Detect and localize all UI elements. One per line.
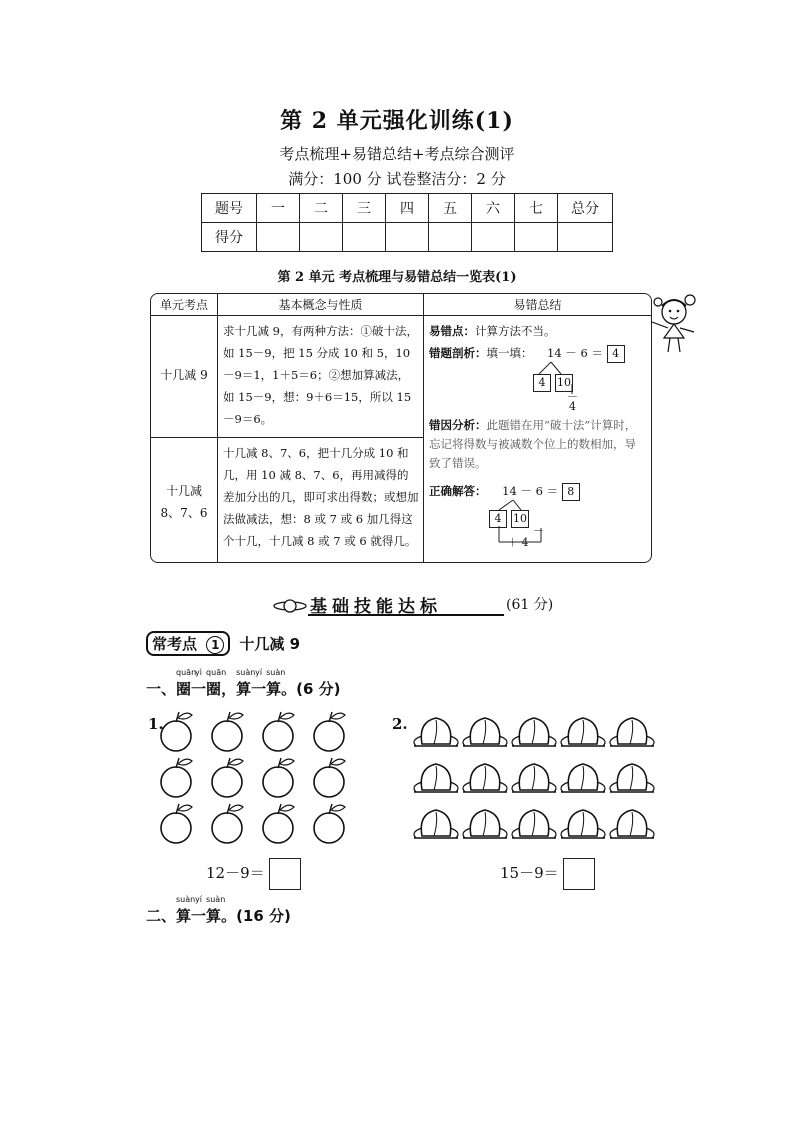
hanzi-char: 一 bbox=[251, 680, 267, 698]
pinyin-char bbox=[221, 678, 236, 699]
pinyin-annotation: suàn bbox=[266, 668, 286, 677]
apple-icon bbox=[263, 758, 294, 797]
peach-icon bbox=[561, 718, 605, 746]
question-2-title: 二、 suàn 算 yí 一 suàn 算。(16 分) bbox=[146, 895, 291, 925]
peach-icon bbox=[561, 764, 605, 792]
topic-1: 十几减 9 bbox=[160, 368, 208, 382]
keypoint-number: 1 bbox=[206, 636, 224, 654]
apple-icon bbox=[161, 712, 192, 751]
score-header-cell: 题号 bbox=[202, 194, 257, 223]
question-1-title: 一、 quān 圈 yì 一 quān 圈 ， suàn 算 yí 一 suàn 算。(6 分) bbox=[146, 668, 341, 698]
correct-split-ones: 4 bbox=[489, 510, 507, 528]
correct-answer-box: 8 bbox=[562, 483, 580, 501]
pinyin-char bbox=[176, 895, 196, 926]
peach-icon bbox=[512, 764, 556, 792]
section-points: (61 分) bbox=[506, 597, 554, 613]
concept-2: 十几减 8、7、6，把十几分成 10 和几，用 10 减 8、7、6，再用减得的差加分出的几，即可求出得数；或想加法做减法，想：8 或 7 或 6 加几得这个十几，十几减 8 或 7 或 6 就得几。 bbox=[223, 446, 419, 548]
apple-grid bbox=[156, 708, 366, 848]
error-analysis-label: 错题剖析： bbox=[429, 346, 487, 360]
hanzi-char: 一 bbox=[191, 680, 207, 698]
peach-grid bbox=[408, 708, 668, 848]
keypoint-title: 十几减 9 bbox=[239, 635, 301, 653]
full-mark-info: 满分：100 分 试卷整洁分：2 分 bbox=[288, 170, 506, 188]
score-input-cell[interactable] bbox=[558, 223, 613, 252]
score-input-cell[interactable] bbox=[343, 223, 386, 252]
answer-box-1[interactable] bbox=[269, 858, 301, 890]
apple-icon bbox=[212, 804, 243, 843]
correct-split-tens: 10 bbox=[511, 510, 529, 528]
col-header-errors: 易错总结 bbox=[513, 298, 562, 312]
score-table-value-row bbox=[202, 223, 613, 252]
peach-icon bbox=[463, 764, 507, 792]
hanzi-char: 算 bbox=[206, 907, 222, 925]
topic-2-line1: 十几减 bbox=[165, 484, 202, 498]
pinyin-char bbox=[206, 668, 227, 699]
answer-box-2[interactable] bbox=[563, 858, 595, 890]
error-analysis-text: 填一填： bbox=[486, 346, 533, 360]
apple-icon bbox=[314, 804, 345, 843]
summary-table bbox=[150, 293, 652, 563]
peach-icon bbox=[512, 810, 556, 838]
pinyin-char bbox=[176, 668, 197, 699]
pinyin-char bbox=[251, 668, 267, 699]
apple-icon bbox=[161, 758, 192, 797]
girl-mascot-illustration bbox=[648, 292, 704, 358]
concept-1: 求十几减 9，有两种方法：①破十法，如 15－9，把 15 分成 10 和 5，10－9＝1，1＋5＝6；②想加算减法，如 15－9，想：9＋6＝15，所以 15－9＝6。 bbox=[223, 324, 418, 426]
error-cause bbox=[429, 416, 647, 473]
score-header-cell: 六 bbox=[472, 194, 515, 223]
error-cause-text: 此题错在用“破十法”计算时，忘记将得数与被减数个位上的数相加，导致了错误。 bbox=[429, 418, 637, 470]
pinyin-annotation: suàn bbox=[176, 895, 196, 904]
score-header-cell: 总分 bbox=[558, 194, 613, 223]
hanzi-char: ， bbox=[221, 680, 237, 698]
pinyin-annotation: quān bbox=[176, 668, 197, 677]
pinyin-annotation: quān bbox=[206, 668, 227, 677]
score-input-cell[interactable] bbox=[300, 223, 343, 252]
error-point-label: 易错点： bbox=[429, 324, 475, 338]
peach-icon bbox=[610, 764, 654, 792]
section-title: 基础技能达标 bbox=[310, 597, 442, 617]
apple-icon bbox=[161, 804, 192, 843]
peach-icon bbox=[610, 718, 654, 746]
pinyin-annotation: yí bbox=[195, 895, 203, 904]
planet-icon bbox=[272, 596, 308, 616]
score-row-label: 得分 bbox=[202, 223, 257, 252]
wrong-result: 4 bbox=[569, 400, 576, 413]
hanzi-char: 算 bbox=[266, 680, 282, 698]
score-input-cell[interactable] bbox=[515, 223, 558, 252]
correct-label: 正确解答： bbox=[429, 484, 487, 498]
apple-icon bbox=[263, 804, 294, 843]
hanzi-char: 一 bbox=[191, 907, 207, 925]
topic-2-line2: 8、7、6 bbox=[160, 506, 208, 520]
section-banner bbox=[272, 592, 572, 618]
score-input-cell[interactable] bbox=[429, 223, 472, 252]
error-point bbox=[429, 322, 647, 340]
score-header-cell: 七 bbox=[515, 194, 558, 223]
apple-icon bbox=[263, 712, 294, 751]
equation-1: 12－9＝ bbox=[206, 858, 301, 890]
score-header-cell: 三 bbox=[343, 194, 386, 223]
col-header-concept: 基本概念与性质 bbox=[278, 298, 363, 312]
score-input-cell[interactable] bbox=[386, 223, 429, 252]
score-table-header-row bbox=[202, 194, 613, 223]
equation-2: 15－9＝ bbox=[500, 858, 595, 890]
hanzi-char: 算 bbox=[236, 680, 252, 698]
peach-icon bbox=[414, 810, 458, 838]
pinyin-annotation: suàn bbox=[236, 668, 256, 677]
peach-icon bbox=[414, 718, 458, 746]
topic-2 bbox=[151, 480, 217, 524]
apple-icon bbox=[212, 712, 243, 751]
score-header-cell: 二 bbox=[300, 194, 343, 223]
keypoint-header bbox=[146, 631, 300, 655]
apple-icon bbox=[314, 712, 345, 751]
peach-icon bbox=[512, 718, 556, 746]
score-header-cell: 四 bbox=[386, 194, 429, 223]
wrong-minus-sign: － bbox=[567, 390, 578, 403]
score-header-cell: 五 bbox=[429, 194, 472, 223]
pinyin-annotation: suàn bbox=[206, 895, 226, 904]
apple-icon bbox=[212, 758, 243, 797]
peach-icon bbox=[561, 810, 605, 838]
wrong-answer-box: 4 bbox=[607, 345, 625, 363]
page-subtitle: 考点梳理+易错总结+考点综合测评 bbox=[279, 145, 515, 163]
error-cause-label: 错因分析： bbox=[429, 418, 487, 432]
col-header-topic: 单元考点 bbox=[159, 298, 208, 312]
summary-heading: 第 2 单元 考点梳理与易错总结一览表(1) bbox=[277, 270, 517, 285]
pinyin-char bbox=[236, 668, 256, 699]
pinyin-char bbox=[191, 895, 207, 926]
wrong-split-ones: 4 bbox=[533, 374, 551, 392]
score-header-cell: 一 bbox=[257, 194, 300, 223]
page-title: 第 2 单元强化训练(1) bbox=[280, 108, 514, 134]
error-point-text: 计算方法不当。 bbox=[475, 324, 556, 338]
wrong-split-tens: 10 bbox=[555, 374, 573, 392]
hanzi-char: 圈 bbox=[206, 680, 222, 698]
hanzi-char: 算 bbox=[176, 907, 192, 925]
pinyin-annotation: yí bbox=[255, 668, 263, 677]
peach-icon bbox=[414, 764, 458, 792]
correct-plus-result: ＋ 4 bbox=[507, 536, 529, 549]
apple-icon bbox=[314, 758, 345, 797]
peach-icon bbox=[463, 718, 507, 746]
score-table bbox=[201, 193, 613, 252]
peach-icon bbox=[610, 810, 654, 838]
hanzi-char: 圈 bbox=[176, 680, 192, 698]
score-input-cell[interactable] bbox=[472, 223, 515, 252]
pinyin-char bbox=[191, 668, 207, 699]
wrong-expression: 14 － 6 ＝ 4 bbox=[547, 344, 625, 363]
keypoint-badge: 常考点 1 bbox=[146, 631, 230, 656]
score-input-cell[interactable] bbox=[257, 223, 300, 252]
item-1-number: 1. bbox=[148, 715, 164, 733]
pinyin-char bbox=[206, 895, 226, 926]
peach-icon bbox=[463, 810, 507, 838]
pinyin-annotation: yì bbox=[195, 668, 203, 677]
correct-minus-sign: － bbox=[533, 524, 544, 537]
item-2-number: 2. bbox=[392, 715, 408, 733]
correct-expression: 14 － 6 ＝ bbox=[502, 484, 559, 498]
pinyin-char bbox=[266, 668, 286, 699]
